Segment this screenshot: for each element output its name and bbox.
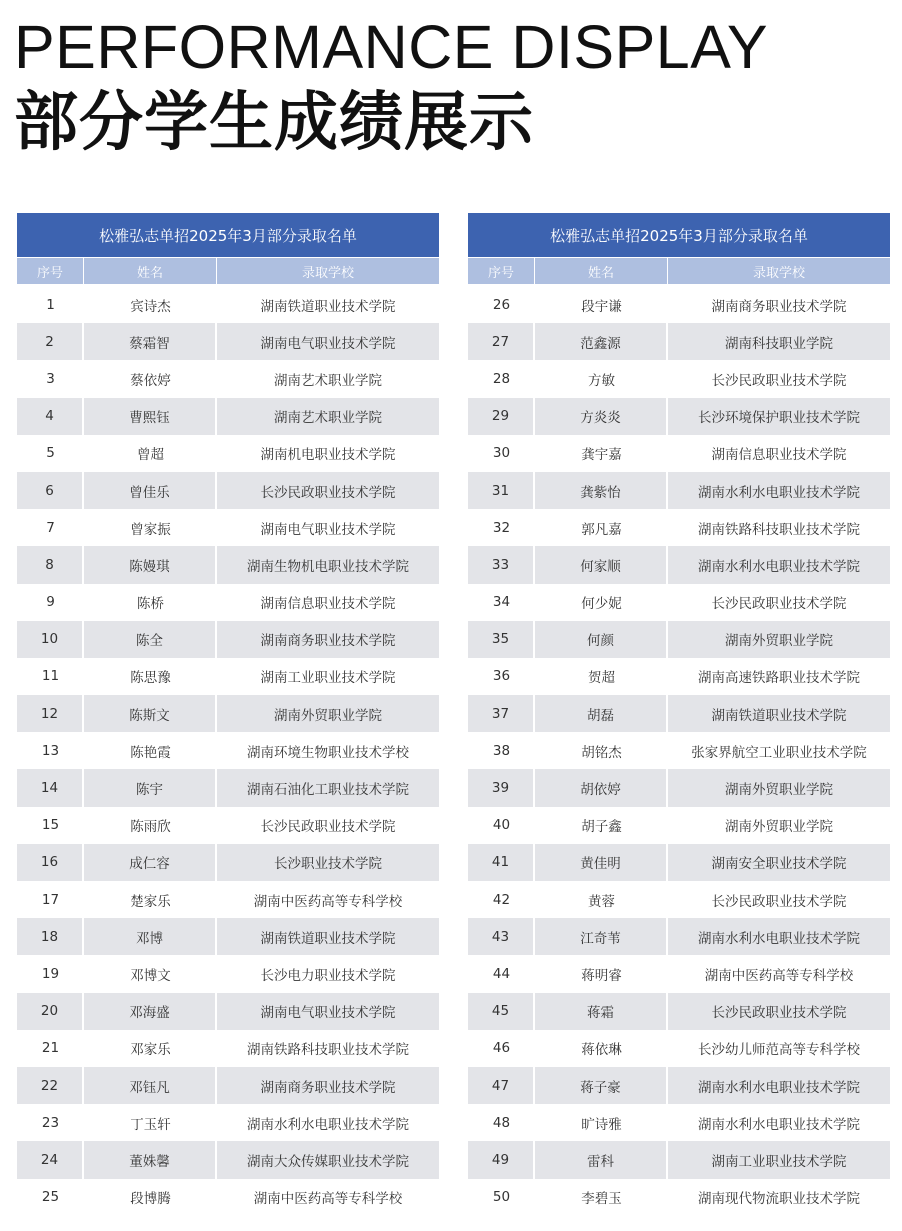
cell-school: 湖南电气职业技术学院	[260, 335, 396, 352]
table-title: 松雅弘志单招2025年3月部分录取名单	[468, 213, 890, 257]
cell-school: 湖南商务职业技术学院	[260, 633, 396, 650]
cell-school: 湖南外贸职业学院	[725, 819, 833, 836]
table-row	[468, 509, 890, 546]
table-row	[468, 993, 890, 1030]
column-header-school: 录取学校	[301, 265, 354, 281]
cell-school: 湖南高速铁路职业技术学院	[698, 670, 860, 687]
cell-school: 湖南机电职业技术学院	[260, 447, 396, 464]
admission-table-left	[17, 213, 439, 1216]
cell-school: 湖南艺术职业学院	[274, 372, 382, 389]
cell-student-name: 蔡霜智	[84, 323, 217, 360]
cell-student-name: 邓家乐	[130, 1042, 171, 1059]
cell-student-name: 胡子鑫	[581, 819, 622, 836]
table-row	[468, 286, 890, 323]
cell-school: 湖南工业职业技术学院	[711, 1153, 847, 1170]
cell-school: 湖南商务职业技术学院	[260, 1079, 396, 1096]
cell-student-name: 邓海盛	[84, 993, 217, 1030]
table-row	[17, 1067, 439, 1104]
cell-number: 41	[468, 844, 535, 881]
cell-school: 湖南水利水电职业技术学院	[698, 930, 860, 947]
cell-student-name: 蔡依婷	[130, 372, 171, 389]
cell-student-name: 何家顺	[535, 546, 668, 583]
cell-student-name: 方敏	[588, 372, 615, 389]
table-row	[17, 621, 439, 658]
cell-student-name: 陈宇	[84, 769, 217, 806]
table-row	[17, 1104, 439, 1141]
cell-school: 湖南铁路科技职业技术学院	[698, 521, 860, 538]
cell-student-name: 曾佳乐	[84, 472, 217, 509]
table-header-row	[17, 258, 439, 284]
cell-student-name: 雷科	[535, 1141, 668, 1178]
table-title: 松雅弘志单招2025年3月部分录取名单	[17, 213, 439, 257]
cell-number: 15	[41, 817, 60, 834]
table-row	[17, 881, 439, 918]
cell-student-name: 曹熙钰	[84, 398, 217, 435]
table-row	[17, 769, 439, 806]
cell-school: 长沙环境保护职业技术学院	[698, 410, 860, 427]
cell-number: 8	[17, 546, 84, 583]
cell-student-name: 陈全	[84, 621, 217, 658]
cell-number: 6	[17, 472, 84, 509]
cell-student-name: 楚家乐	[130, 893, 171, 910]
cell-student-name: 旷诗雅	[581, 1116, 622, 1133]
cell-school: 长沙民政职业技术学院	[711, 372, 847, 389]
cell-number: 2	[17, 323, 84, 360]
cell-number: 44	[492, 965, 511, 982]
cell-student-name: 曾家振	[130, 521, 171, 538]
cell-number: 1	[46, 296, 55, 313]
cell-number: 26	[492, 296, 511, 313]
cell-school: 湖南安全职业技术学院	[711, 856, 847, 873]
table-row	[468, 398, 890, 435]
cell-student-name: 贺超	[588, 670, 615, 687]
table-row	[17, 546, 439, 583]
cell-school: 湖南电气职业技术学院	[260, 1005, 396, 1022]
cell-student-name: 何少妮	[581, 596, 622, 613]
cell-student-name: 段宇谦	[581, 298, 622, 315]
cell-number: 34	[492, 594, 511, 611]
table-row	[468, 881, 890, 918]
cell-school: 长沙电力职业技术学院	[260, 967, 396, 984]
cell-school: 湖南信息职业技术学院	[711, 447, 847, 464]
cell-number: 40	[492, 817, 511, 834]
cell-number: 35	[468, 621, 535, 658]
column-header-number: 序号	[17, 258, 84, 284]
cell-student-name: 宾诗杰	[130, 298, 171, 315]
cell-student-name: 成仁容	[84, 844, 217, 881]
cell-student-name: 范鑫源	[535, 323, 668, 360]
page-title-chinese: 部分学生成绩展示	[14, 86, 534, 160]
cell-number: 10	[17, 621, 84, 658]
cell-student-name: 陈思豫	[130, 670, 171, 687]
table-row	[468, 844, 890, 881]
table-row	[17, 1141, 439, 1178]
cell-student-name: 邓博	[84, 918, 217, 955]
cell-student-name: 龚宇嘉	[581, 447, 622, 464]
cell-number: 46	[492, 1040, 511, 1057]
table-row	[468, 360, 890, 397]
table-row	[468, 472, 890, 509]
cell-number: 16	[17, 844, 84, 881]
cell-number: 5	[46, 445, 55, 462]
cell-student-name: 邓钰凡	[84, 1067, 217, 1104]
cell-student-name: 龚紫怡	[535, 472, 668, 509]
cell-student-name: 曾超	[137, 447, 164, 464]
cell-number: 47	[468, 1067, 535, 1104]
cell-school: 张家界航空工业职业技术学院	[691, 744, 867, 761]
cell-number: 19	[41, 965, 60, 982]
cell-number: 29	[468, 398, 535, 435]
table-row	[468, 658, 890, 695]
table-row	[468, 695, 890, 732]
cell-school: 湖南水利水电职业技术学院	[698, 1079, 860, 1096]
column-header-number: 序号	[468, 258, 535, 284]
table-row	[17, 993, 439, 1030]
table-row	[17, 286, 439, 323]
cell-school: 湖南信息职业技术学院	[260, 596, 396, 613]
cell-student-name: 胡依婷	[535, 769, 668, 806]
table-row	[468, 732, 890, 769]
table-row	[468, 584, 890, 621]
table-row	[468, 435, 890, 472]
column-header-name: 姓名	[535, 258, 668, 284]
cell-number: 25	[41, 1189, 60, 1206]
cell-school: 长沙民政职业技术学院	[260, 819, 396, 836]
cell-number: 30	[492, 445, 511, 462]
cell-number: 36	[492, 668, 511, 685]
cell-number: 24	[17, 1141, 84, 1178]
cell-school: 湖南铁路科技职业技术学院	[247, 1042, 409, 1059]
cell-student-name: 蒋依琳	[581, 1042, 622, 1059]
cell-school: 湖南科技职业学院	[725, 335, 833, 352]
cell-school: 湖南中医药高等专科学校	[704, 967, 854, 984]
cell-school: 湖南现代物流职业技术学院	[698, 1191, 860, 1208]
cell-number: 28	[492, 370, 511, 387]
cell-number: 12	[17, 695, 84, 732]
cell-school: 湖南大众传媒职业技术学院	[247, 1153, 409, 1170]
cell-school: 湖南石油化工职业技术学院	[247, 782, 409, 799]
cell-student-name: 蒋明睿	[581, 967, 622, 984]
cell-number: 20	[17, 993, 84, 1030]
table-row	[468, 1179, 890, 1216]
cell-number: 9	[46, 594, 55, 611]
admission-table-right	[468, 213, 890, 1216]
cell-student-name: 胡铭杰	[581, 744, 622, 761]
cell-student-name: 董姝馨	[84, 1141, 217, 1178]
cell-number: 23	[41, 1114, 60, 1131]
table-body	[468, 284, 890, 1216]
table-row	[468, 1030, 890, 1067]
cell-student-name: 黄蓉	[588, 893, 615, 910]
cell-number: 49	[468, 1141, 535, 1178]
table-row	[17, 584, 439, 621]
cell-student-name: 陈艳霞	[130, 744, 171, 761]
table-row	[17, 732, 439, 769]
cell-number: 50	[492, 1189, 511, 1206]
cell-number: 43	[468, 918, 535, 955]
cell-school: 长沙民政职业技术学院	[711, 596, 847, 613]
cell-school: 湖南艺术职业学院	[274, 410, 382, 427]
cell-student-name: 郭凡嘉	[581, 521, 622, 538]
table-row	[17, 509, 439, 546]
cell-school: 湖南水利水电职业技术学院	[698, 484, 860, 501]
table-row	[17, 1030, 439, 1067]
table-row	[17, 918, 439, 955]
column-header-name: 姓名	[84, 258, 217, 284]
cell-number: 45	[468, 993, 535, 1030]
cell-number: 22	[17, 1067, 84, 1104]
cell-school: 湖南电气职业技术学院	[260, 521, 396, 538]
cell-number: 11	[41, 668, 60, 685]
table-row	[17, 695, 439, 732]
cell-student-name: 陈嫚琪	[84, 546, 217, 583]
cell-school: 湖南外贸职业学院	[725, 633, 833, 650]
cell-school: 长沙民政职业技术学院	[711, 893, 847, 910]
table-row	[17, 1179, 439, 1216]
cell-school: 长沙职业技术学院	[274, 856, 382, 873]
cell-student-name: 黄佳明	[535, 844, 668, 881]
table-row	[468, 1141, 890, 1178]
cell-student-name: 陈雨欣	[130, 819, 171, 836]
table-row	[17, 807, 439, 844]
cell-student-name: 李碧玉	[581, 1191, 622, 1208]
cell-school: 湖南外贸职业学院	[725, 782, 833, 799]
cell-student-name: 邓博文	[130, 967, 171, 984]
cell-school: 长沙民政职业技术学院	[260, 484, 396, 501]
table-row	[468, 918, 890, 955]
cell-school: 湖南生物机电职业技术学院	[247, 558, 409, 575]
cell-number: 18	[17, 918, 84, 955]
cell-number: 14	[17, 769, 84, 806]
cell-school: 湖南中医药高等专科学校	[253, 893, 403, 910]
cell-number: 4	[17, 398, 84, 435]
table-row	[17, 844, 439, 881]
cell-student-name: 胡磊	[535, 695, 668, 732]
cell-school: 湖南中医药高等专科学校	[253, 1191, 403, 1208]
cell-number: 17	[41, 891, 60, 908]
cell-number: 13	[41, 742, 60, 759]
table-row	[17, 360, 439, 397]
cell-number: 7	[46, 519, 55, 536]
cell-number: 21	[41, 1040, 60, 1057]
table-row	[468, 955, 890, 992]
table-header-row	[468, 258, 890, 284]
cell-school: 湖南商务职业技术学院	[711, 298, 847, 315]
table-row	[468, 546, 890, 583]
cell-school: 湖南水利水电职业技术学院	[698, 1116, 860, 1133]
cell-student-name: 蒋子豪	[535, 1067, 668, 1104]
table-row	[468, 1067, 890, 1104]
cell-number: 3	[46, 370, 55, 387]
cell-student-name: 陈桥	[137, 596, 164, 613]
cell-school: 长沙民政职业技术学院	[711, 1005, 847, 1022]
cell-student-name: 丁玉轩	[130, 1116, 171, 1133]
table-row	[17, 955, 439, 992]
cell-school: 湖南环境生物职业技术学校	[247, 744, 409, 761]
table-row	[468, 1104, 890, 1141]
cell-number: 48	[492, 1114, 511, 1131]
cell-number: 33	[468, 546, 535, 583]
table-row	[17, 658, 439, 695]
page-title-english: PERFORMANCE DISPLAY	[14, 13, 769, 81]
table-body	[17, 284, 439, 1216]
cell-school: 湖南水利水电职业技术学院	[698, 558, 860, 575]
cell-number: 27	[468, 323, 535, 360]
cell-number: 39	[468, 769, 535, 806]
table-row	[17, 435, 439, 472]
column-header-school: 录取学校	[752, 265, 805, 281]
table-row	[468, 621, 890, 658]
cell-student-name: 方炎炎	[535, 398, 668, 435]
table-row	[17, 398, 439, 435]
cell-student-name: 蒋霜	[535, 993, 668, 1030]
cell-student-name: 陈斯文	[84, 695, 217, 732]
table-row	[468, 323, 890, 360]
cell-student-name: 江奇苇	[535, 918, 668, 955]
cell-number: 42	[492, 891, 511, 908]
table-row	[468, 807, 890, 844]
cell-school: 湖南水利水电职业技术学院	[247, 1116, 409, 1133]
cell-school: 长沙幼儿师范高等专科学校	[698, 1042, 860, 1059]
cell-school: 湖南铁道职业技术学院	[711, 707, 847, 724]
cell-number: 31	[468, 472, 535, 509]
cell-school: 湖南外贸职业学院	[274, 707, 382, 724]
cell-school: 湖南工业职业技术学院	[260, 670, 396, 687]
cell-number: 37	[468, 695, 535, 732]
cell-number: 32	[492, 519, 511, 536]
cell-student-name: 段博腾	[130, 1191, 171, 1208]
cell-school: 湖南铁道职业技术学院	[260, 298, 396, 315]
table-row	[17, 472, 439, 509]
cell-student-name: 何颜	[535, 621, 668, 658]
table-row	[468, 769, 890, 806]
cell-school: 湖南铁道职业技术学院	[260, 930, 396, 947]
cell-number: 38	[492, 742, 511, 759]
table-row	[17, 323, 439, 360]
